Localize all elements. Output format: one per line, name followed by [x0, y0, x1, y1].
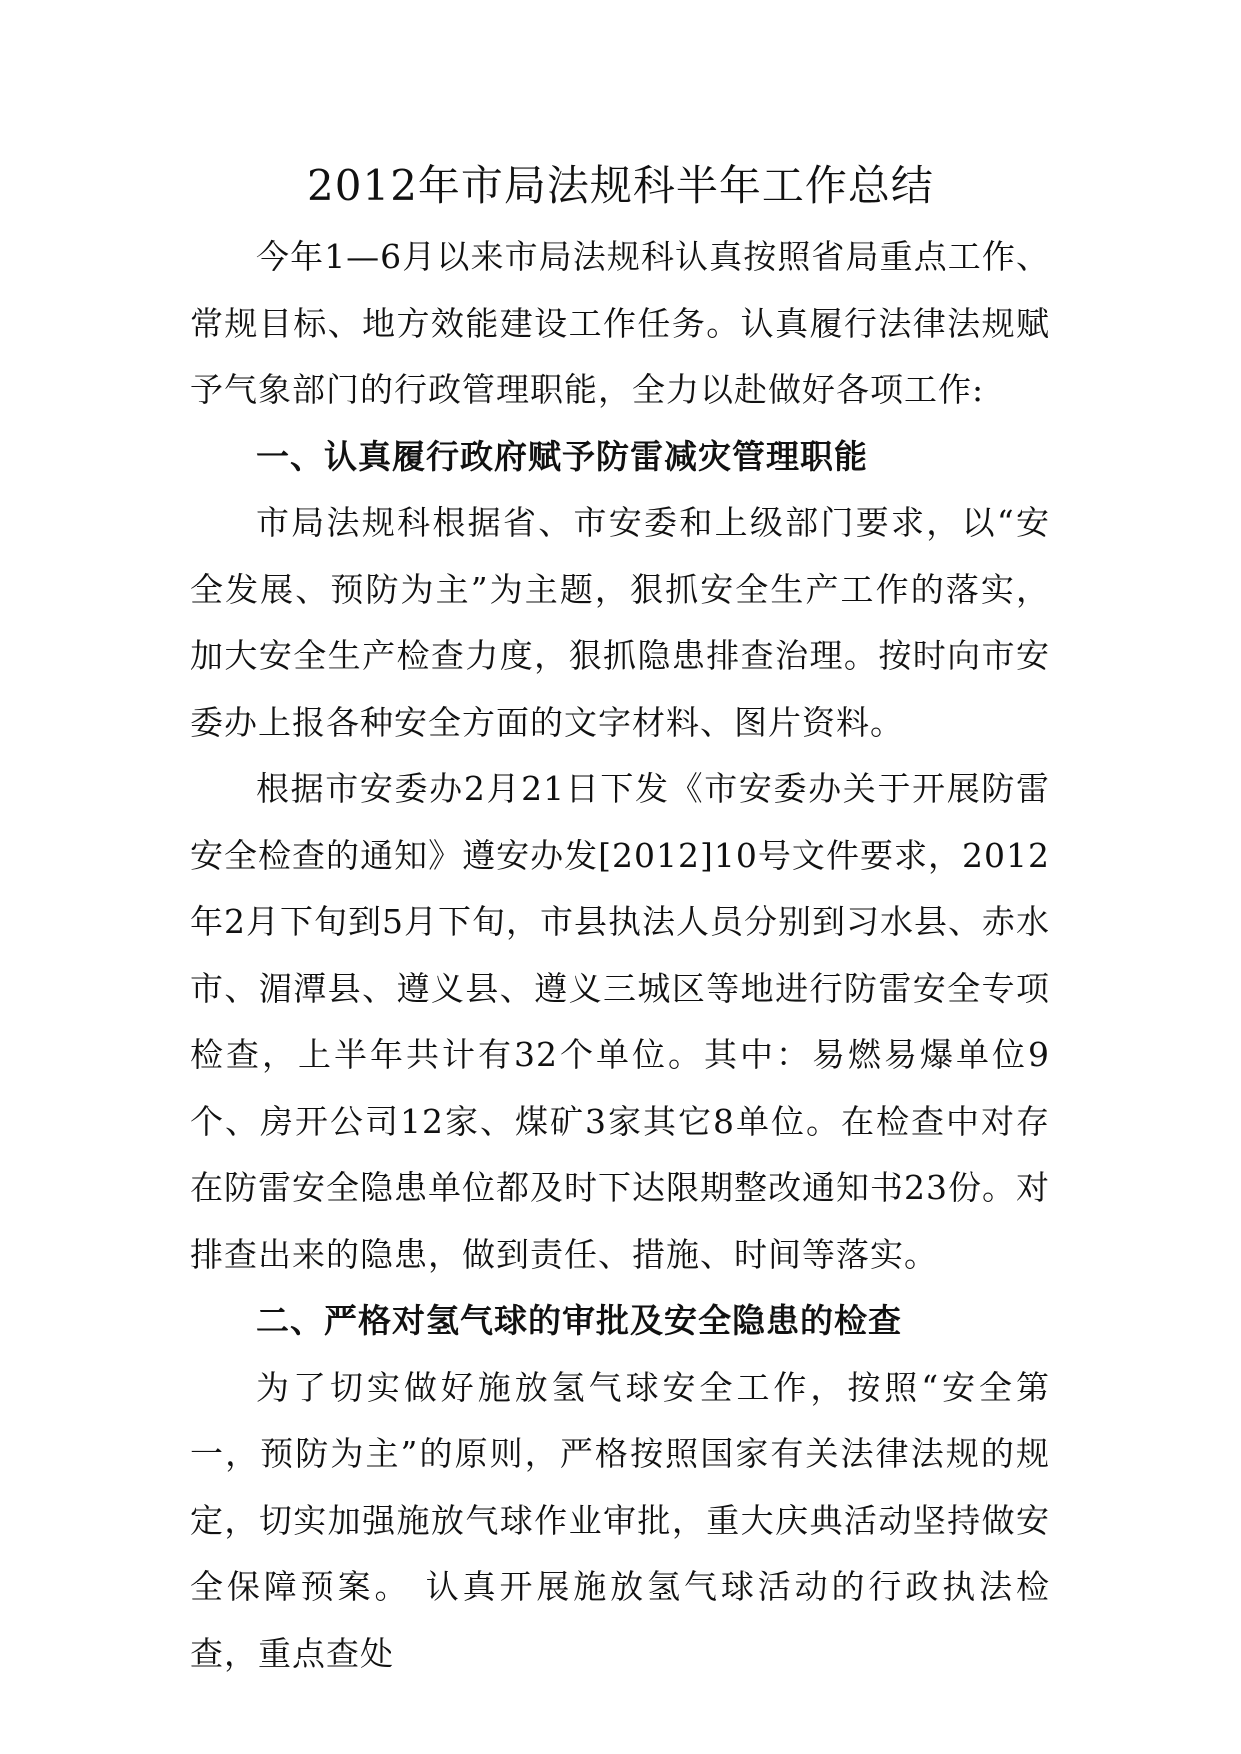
document-title: 2012年市局法规科半年工作总结 — [307, 161, 934, 211]
document-body — [190, 224, 1050, 1687]
section-1-paragraph-1: 市局法规科根据省、市安委和上级部门要求，以“安全发展、预防为主”为主题，狠抓安全生产工作的落实，加大安全生产检查力度，狠抓隐患排查治理。按时向市安委办上报各种安全方面的文字材料、图片资料。 — [190, 503, 1050, 742]
section-heading-1: 一、认真履行政府赋予防雷减灾管理职能 — [256, 436, 868, 476]
intro-paragraph: 今年1—6月以来市局法规科认真按照省局重点工作、常规目标、地方效能建设工作任务。认真履行法律法规赋予气象部门的行政管理职能，全力以赴做好各项工作: — [190, 237, 1050, 409]
section-heading-2: 二、严格对氢气球的审批及安全隐患的检查 — [256, 1301, 902, 1340]
section-1-paragraph-2: 根据市安委办2月21日下发《市安委办关于开展防雷安全检查的通知》遵安办发[2012]10号文件要求，2012年2月下旬到5月下旬，市县执法人员分别到习水县、赤水市、湄潭县、遵义县、遵义三城区等地进行防雷安全专项检查，上半年共计有32个单位。其中：易燃易爆单位9个、房开公司12家、煤矿3家其它8单位。在检查中对存在防雷安全隐患单位都及时下达限期整改通知书23份。对排查出来的隐患，做到责任、措施、时间等落实。 — [190, 769, 1050, 1274]
section-2-paragraph-1: 为了切实做好施放氢气球安全工作，按照“安全第一，预防为主”的原则，严格按照国家有关法律法规的规定，切实加强施放气球作业审批，重大庆典活动坚持做安全保障预案。 认真开展施放氢气球活动的行政执法检查，重点查处 — [190, 1367, 1050, 1673]
